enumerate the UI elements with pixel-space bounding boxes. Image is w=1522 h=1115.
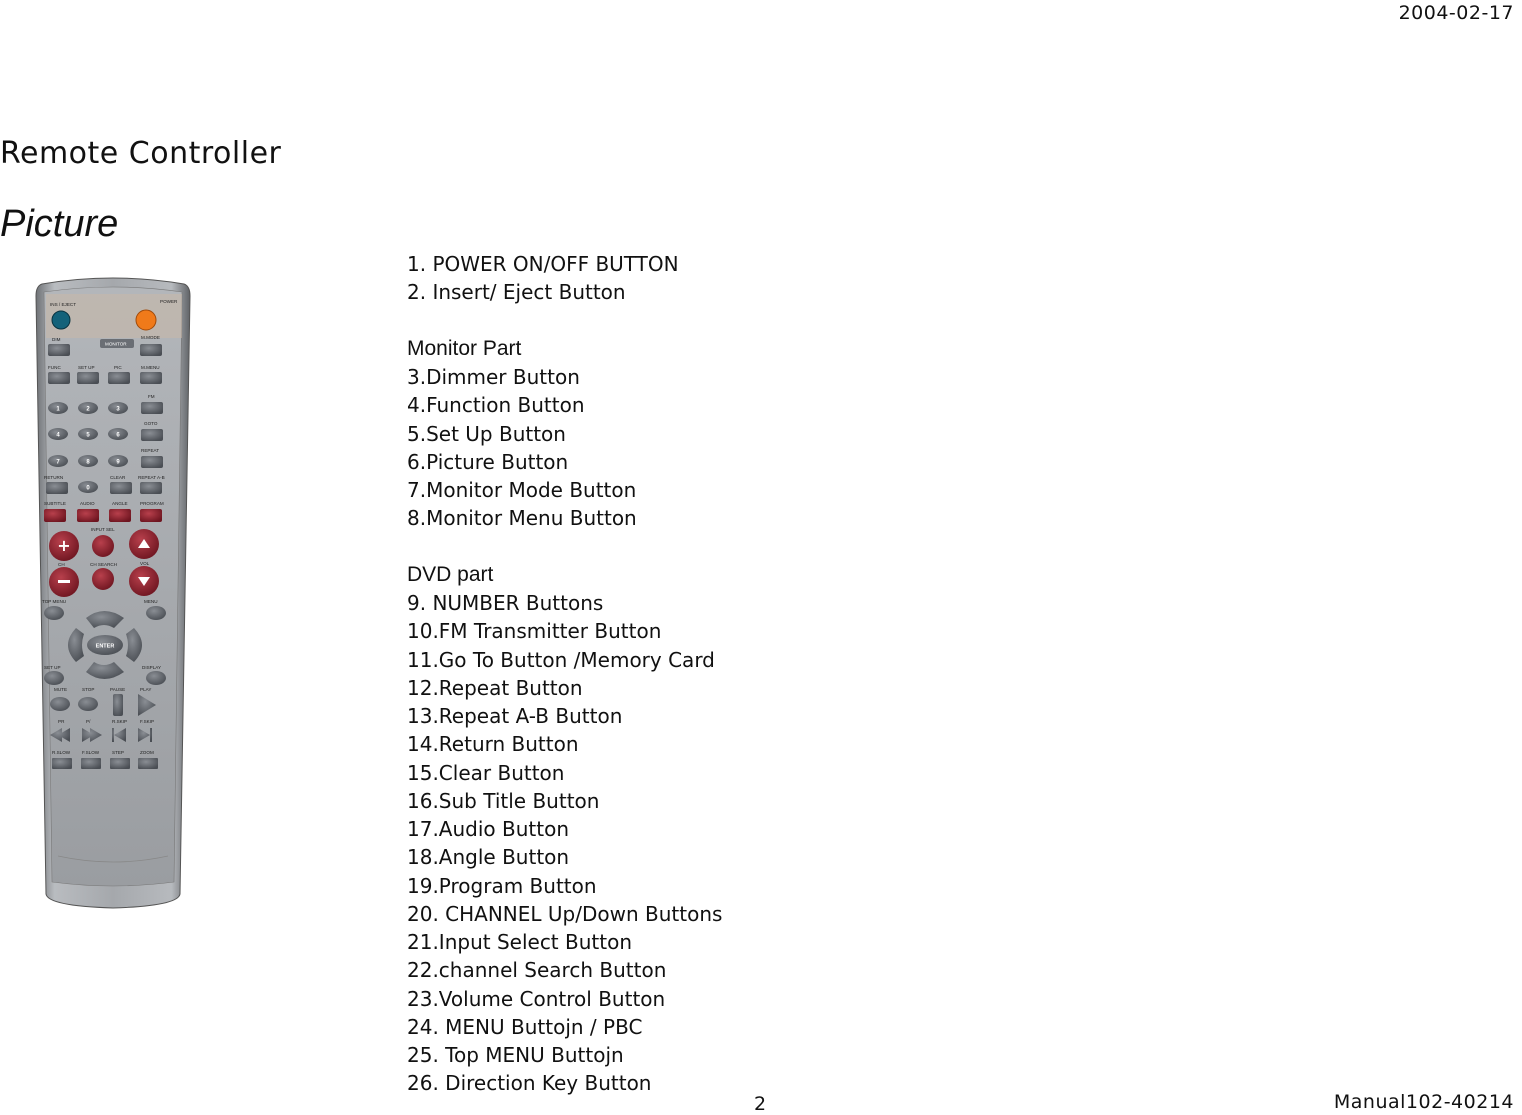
ch-search-label: CH SEARCH <box>90 562 118 567</box>
pic-label: PIC <box>114 365 122 370</box>
digit-8: 8 <box>86 459 90 466</box>
angle-label: ANGLE <box>112 501 128 506</box>
digit-1: 1 <box>56 406 60 413</box>
pause-label: PAUSE <box>110 687 126 692</box>
repeat-button[interactable] <box>141 456 163 468</box>
clear-button[interactable] <box>110 482 132 494</box>
display-label: DISPLAY <box>142 665 162 670</box>
page-number: 2 <box>754 1093 767 1115</box>
pr-label: PR <box>58 719 65 724</box>
plus-icon: + <box>57 536 71 555</box>
list-item: 12.Repeat Button <box>407 675 583 700</box>
monitor-mode-button[interactable] <box>140 344 162 356</box>
list-item: 6.Picture Button <box>407 449 569 474</box>
manual-id: Manual102-40214 <box>1333 1091 1514 1113</box>
return-button[interactable] <box>46 482 68 494</box>
angle-button[interactable] <box>109 509 131 522</box>
enter-label: ENTER <box>95 643 115 650</box>
function-button[interactable] <box>48 372 70 384</box>
section-title: Picture <box>0 203 119 245</box>
r-slow-label: R.SLOW <box>52 750 71 755</box>
list-item: 22.channel Search Button <box>407 958 667 983</box>
program-button[interactable] <box>140 509 162 522</box>
ch-label: CH <box>58 562 65 567</box>
setup-label: SET UP <box>78 365 95 370</box>
dim-label: DIM <box>52 337 61 342</box>
step-button[interactable] <box>110 758 130 769</box>
repeat-label: REPEAT <box>141 448 160 453</box>
goto-label: GOTO <box>144 421 158 426</box>
digit-7: 7 <box>56 459 60 466</box>
fm-button[interactable] <box>141 402 163 414</box>
mute-label: MUTE <box>54 687 68 692</box>
list-item: 26. Direction Key Button <box>407 1071 652 1096</box>
repeat-ab-button[interactable] <box>140 482 162 494</box>
func-label: FUNC <box>48 365 61 370</box>
reverse-slow-button[interactable] <box>52 758 72 769</box>
digit-9: 9 <box>116 459 120 466</box>
play-label: PLAY <box>140 687 152 692</box>
repeat-ab-label: REPEAT A-B <box>138 475 165 480</box>
channel-search-button[interactable] <box>92 568 114 590</box>
digit-6: 6 <box>116 432 120 439</box>
minus-icon <box>58 580 70 583</box>
audio-label: AUDIO <box>80 501 95 506</box>
subtitle-button[interactable] <box>44 509 66 522</box>
page-title: Remote Controller <box>0 136 282 171</box>
list-item: 23.Volume Control Button <box>407 986 666 1011</box>
digit-0: 0 <box>86 485 90 492</box>
program-label: PROGRAM <box>140 501 164 506</box>
list-item: 20. CHANNEL Up/Down Buttons <box>407 901 723 926</box>
monitor-menu-button[interactable] <box>140 372 162 384</box>
list-item: 14.Return Button <box>407 732 579 757</box>
digit-4: 4 <box>56 432 60 439</box>
vol-label: VOL <box>140 561 150 566</box>
list-item: 21.Input Select Button <box>407 930 632 954</box>
stop-button[interactable] <box>78 697 98 711</box>
forward-slow-button[interactable] <box>81 758 101 769</box>
goto-button[interactable] <box>141 429 163 441</box>
m-mode-label: M.MODE <box>141 335 160 340</box>
display-button[interactable] <box>146 671 166 685</box>
dvd-part-heading: DVD part <box>407 562 494 586</box>
list-item: 9. NUMBER Buttons <box>407 591 604 615</box>
button-description-list <box>407 250 722 1098</box>
remote-controller-illustration <box>28 276 198 910</box>
power-button[interactable] <box>136 310 156 330</box>
menu-label: MENU <box>144 599 158 604</box>
menu-button[interactable] <box>146 606 166 620</box>
stop-label: STOP <box>82 687 95 692</box>
list-item: 7.Monitor Mode Button <box>407 478 637 502</box>
pause-button[interactable] <box>113 694 123 716</box>
eject-button[interactable] <box>52 311 70 329</box>
input-sel-label: INPUT SEL <box>91 527 115 532</box>
power-label: POWER <box>160 299 178 304</box>
list-item: 2. Insert/ Eject Button <box>407 280 626 305</box>
list-item: 25. Top MENU Buttojn <box>407 1043 624 1067</box>
f-slow-label: F.SLOW <box>82 750 100 755</box>
list-item: 11.Go To Button /Memory Card <box>407 647 715 672</box>
p-label: P/ <box>86 719 91 724</box>
list-item: 15.Clear Button <box>407 760 565 785</box>
mute-button[interactable] <box>50 697 70 711</box>
subtitle-label: SUBTITLE <box>44 501 66 506</box>
setup-button[interactable] <box>77 372 99 384</box>
r-skip-label: R.SKIP <box>112 719 128 724</box>
list-item: 3.Dimmer Button <box>407 365 580 389</box>
list-item: 19.Program Button <box>407 873 597 898</box>
digit-3: 3 <box>116 406 120 413</box>
return-label: RETURN <box>44 475 64 480</box>
step-label: STEP <box>112 750 124 755</box>
monitor-label: MONITOR <box>105 341 127 347</box>
list-item: 24. MENU Buttojn / PBC <box>407 1014 643 1039</box>
clear-label: CLEAR <box>110 475 126 480</box>
m-menu-label: M.MENU <box>141 365 160 370</box>
digit-2: 2 <box>86 406 90 413</box>
list-item: 16.Sub Title Button <box>407 788 600 813</box>
list-item: 13.Repeat A-B Button <box>407 704 623 728</box>
input-select-button[interactable] <box>92 535 114 557</box>
list-item: 5.Set Up Button <box>407 421 566 446</box>
audio-button[interactable] <box>77 509 99 522</box>
zoom-label: ZOOM <box>140 750 154 755</box>
list-item: 1. POWER ON/OFF BUTTON <box>407 252 679 276</box>
picture-button[interactable] <box>108 372 130 384</box>
document-date: 2004-02-17 <box>1398 2 1514 24</box>
setup2-label: SET UP <box>44 665 61 670</box>
ins-eject-label: INS / EJECT <box>50 302 77 307</box>
dimmer-button[interactable] <box>48 344 70 356</box>
setup2-button[interactable] <box>44 671 64 685</box>
list-item: 10.FM Transmitter Button <box>407 619 662 644</box>
f-skip-label: F.SKIP <box>140 719 155 724</box>
list-item: 8.Monitor Menu Button <box>407 506 637 531</box>
digit-5: 5 <box>86 432 90 439</box>
fm-label: FM <box>148 394 155 399</box>
monitor-part-heading: Monitor Part <box>407 336 522 360</box>
list-item: 17.Audio Button <box>407 817 570 841</box>
list-item: 4.Function Button <box>407 393 585 418</box>
zoom-button[interactable] <box>138 758 158 769</box>
list-item: 18.Angle Button <box>407 845 570 870</box>
top-menu-button[interactable] <box>44 606 64 620</box>
top-menu-label: TOP MENU <box>42 599 67 604</box>
